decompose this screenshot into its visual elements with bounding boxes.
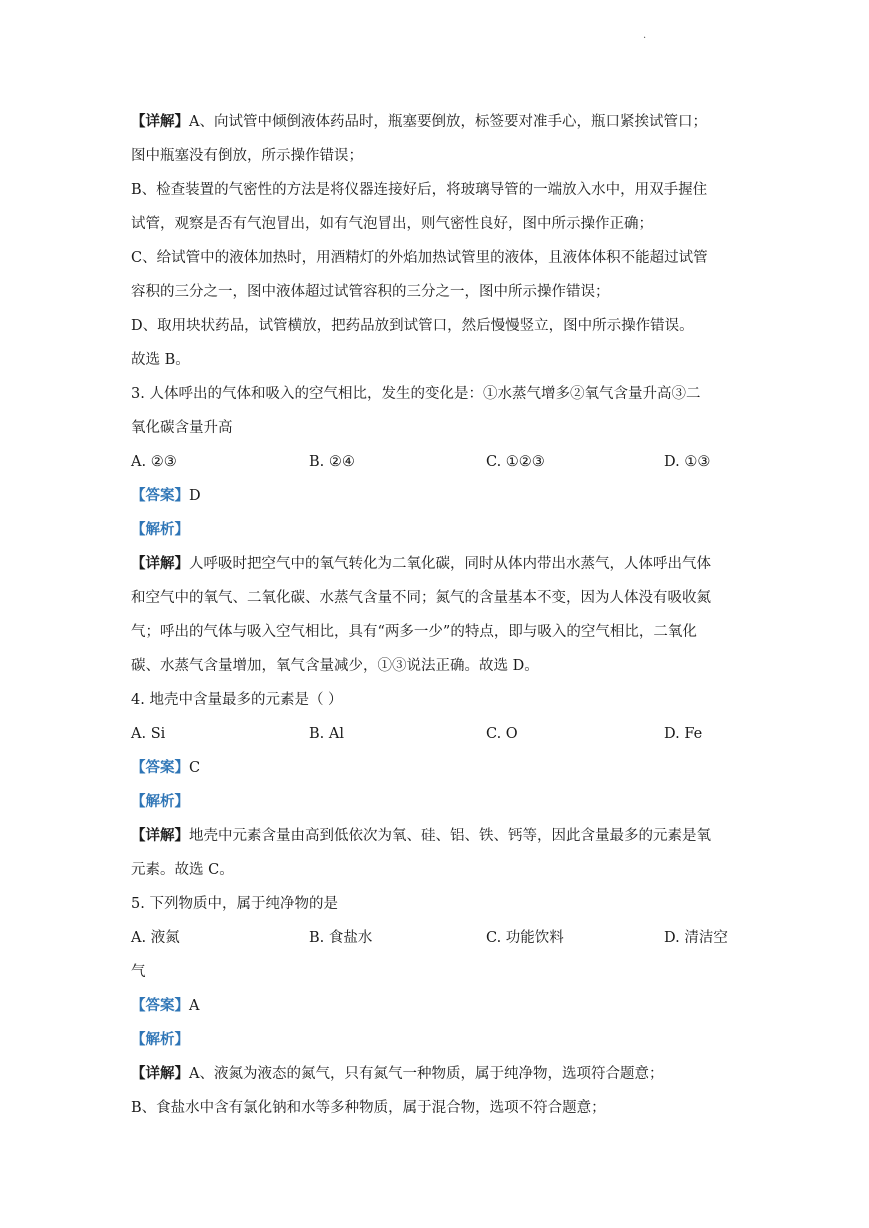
q2-detail-line: 容积的三分之一，图中液体超过试管容积的三分之一，图中所示操作错误； [131, 284, 610, 300]
q4-stem: 4. 地壳中含量最多的元素是（ ） [131, 692, 343, 708]
q2-conclusion: 故选 B。 [131, 352, 190, 368]
q5-option-c: C. 功能饮料 [486, 930, 564, 946]
q3-detail-line: 和空气中的氧气、二氧化碳、水蒸气含量不同；氮气的含量基本不变，因为人体没有吸收氮 [131, 590, 711, 606]
q3-option-b: B. ②④ [309, 454, 355, 470]
answer-label: 【答案】 [131, 487, 189, 504]
q5-option-b: B. 食盐水 [309, 930, 373, 946]
q3-stem-cont: 氧化碳含量升高 [131, 420, 233, 436]
q5-option-a: A. 液氮 [131, 930, 180, 946]
q3-answer: 【答案】D [131, 487, 201, 504]
q4-option-b: B. Al [309, 726, 344, 742]
q2-detail-line: C、给试管中的液体加热时，用酒精灯的外焰加热试管里的液体，且液体体积不能超过试管 [131, 250, 708, 266]
q3-option-c: C. ①②③ [486, 454, 545, 470]
q3-detail-line: 气；呼出的气体与吸入空气相比，具有“两多一少”的特点，即与吸入的空气相比，二氧化 [131, 624, 697, 640]
q3-stem: 3. 人体呼出的气体和吸入的空气相比，发生的变化是：①水蒸气增多②氧气含量升高③二 [131, 386, 701, 402]
q4-analysis-label: 【解析】 [131, 793, 189, 810]
detail-label: 【详解】 [131, 1065, 189, 1082]
q4-option-d: D. Fe [664, 726, 703, 742]
answer-label: 【答案】 [131, 759, 189, 776]
q4-option-a: A. Si [131, 726, 166, 742]
q2-detail-line: B、检查装置的气密性的方法是将仪器连接好后，将玻璃导管的一端放入水中，用双手握住 [131, 182, 708, 198]
q2-detail-line: 【详解】A、向试管中倾倒液体药品时，瓶塞要倒放，标签要对准手心，瓶口紧挨试管口； [131, 113, 707, 130]
detail-label: 【详解】 [131, 555, 189, 572]
document-page [131, 108, 741, 1128]
detail-label: 【详解】 [131, 827, 189, 844]
detail-label: 【详解】 [131, 113, 189, 130]
q4-options [131, 720, 741, 754]
q3-options [131, 448, 741, 482]
q5-options [131, 924, 741, 958]
q5-stem: 5. 下列物质中，属于纯净物的是 [131, 896, 338, 912]
q4-detail-line: 元素。故选 C。 [131, 862, 234, 878]
q5-option-d-cont: 气 [131, 964, 146, 980]
q3-option-a: A. ②③ [131, 454, 177, 470]
q4-option-c: C. O [486, 726, 518, 742]
q4-answer: 【答案】C [131, 759, 201, 776]
header-mark: . [643, 30, 647, 41]
q3-detail-line: 碳、水蒸气含量增加，氧气含量减少，①③说法正确。故选 D。 [131, 658, 539, 674]
answer-label: 【答案】 [131, 997, 189, 1014]
q5-option-d: D. 清洁空 [664, 930, 728, 946]
q2-detail-line: 试管，观察是否有气泡冒出，如有气泡冒出，则气密性良好，图中所示操作正确； [131, 216, 653, 232]
q4-detail-line: 【详解】地壳中元素含量由高到低依次为氧、硅、铝、铁、钙等，因此含量最多的元素是氧 [131, 827, 711, 844]
q2-detail-line: D、取用块状药品，试管横放，把药品放到试管口，然后慢慢竖立，图中所示操作错误。 [131, 318, 694, 334]
q5-analysis-label: 【解析】 [131, 1031, 189, 1048]
q5-answer: 【答案】A [131, 997, 200, 1014]
q3-analysis-label: 【解析】 [131, 521, 189, 538]
q5-detail-line: B、食盐水中含有氯化钠和水等多种物质，属于混合物，选项不符合题意； [131, 1100, 606, 1116]
q5-detail-line: 【详解】A、液氮为液态的氮气，只有氮气一种物质，属于纯净物，选项符合题意； [131, 1065, 664, 1082]
q3-option-d: D. ①③ [664, 454, 711, 470]
q3-detail-line: 【详解】人呼吸时把空气中的氧气转化为二氧化碳，同时从体内带出水蒸气，人体呼出气体 [131, 555, 711, 572]
q2-detail-line: 图中瓶塞没有倒放，所示操作错误； [131, 148, 363, 164]
